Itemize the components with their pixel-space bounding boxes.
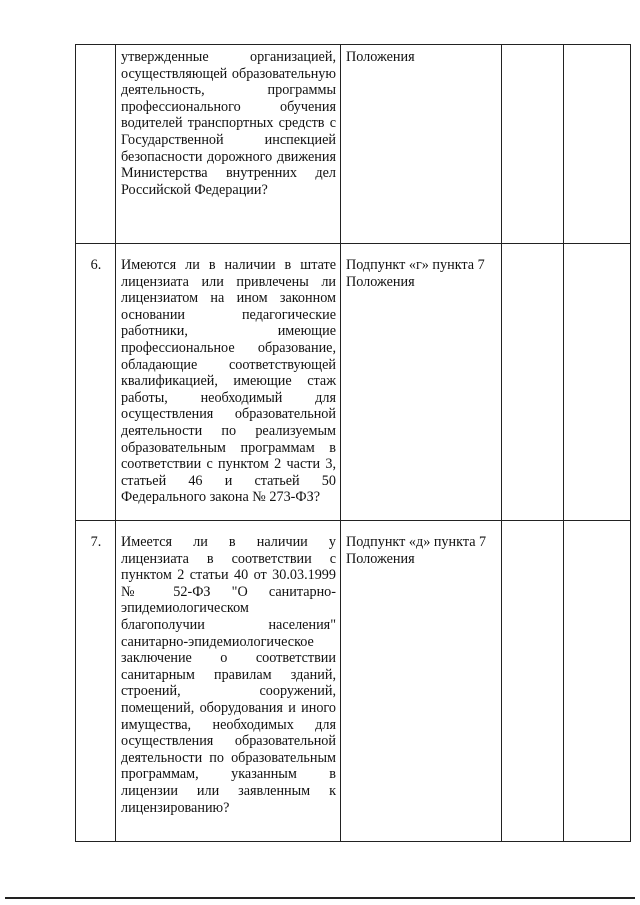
empty-cell: [564, 244, 631, 521]
question-text: Имеется ли в наличии у лицензиата в соответствии с пунктом 2 статьи 40 от 30.03.1999 № 52-ФЗ "О санитарно-эпидемиологическом благополучии населения" санитарно-эпидемиологическое заключение о соответствии санитарным правилам зданий, строений, сооружений, помещений, оборудования и иного имущества, необходимых для осуществления образовательной деятельности по образовательным программам, указанным в лицензии или заявленным к лицензированию?: [116, 521, 341, 842]
empty-cell: [564, 45, 631, 244]
empty-cell: [502, 244, 564, 521]
row-number: [76, 45, 116, 244]
table-row: [76, 244, 631, 521]
table-row: [76, 45, 631, 244]
table-row: [76, 521, 631, 842]
checklist-table: [75, 44, 631, 842]
row-number: 7.: [76, 521, 116, 842]
reference-text: Подпункт «г» пункта 7 Положения: [341, 244, 502, 521]
empty-cell: [502, 521, 564, 842]
reference-text: Положения: [341, 45, 502, 244]
row-number: 6.: [76, 244, 116, 521]
empty-cell: [502, 45, 564, 244]
empty-cell: [564, 521, 631, 842]
question-text: утвержденные организацией, осуществляющей образовательную деятельность, программы профессионального обучения водителей транспортных средств с Государственной инспекцией безопасности дорожного движения Министерства внутренних дел Российской Федерации?: [116, 45, 341, 244]
question-text: Имеются ли в наличии в штате лицензиата или привлечены ли лицензиатом на ином законном основании педагогические работники, имеющие профессиональное образование, обладающие соответствующей квалификацией, имеющие стаж работы, необходимый для осуществления образовательной деятельности по реализуемым образовательным программам в соответствии с пунктом 2 части 3, статьей 46 и статьей 50 Федерального закона № 273-ФЗ?: [116, 244, 341, 521]
reference-text: Подпункт «д» пункта 7 Положения: [341, 521, 502, 842]
footer-divider: [5, 897, 635, 899]
